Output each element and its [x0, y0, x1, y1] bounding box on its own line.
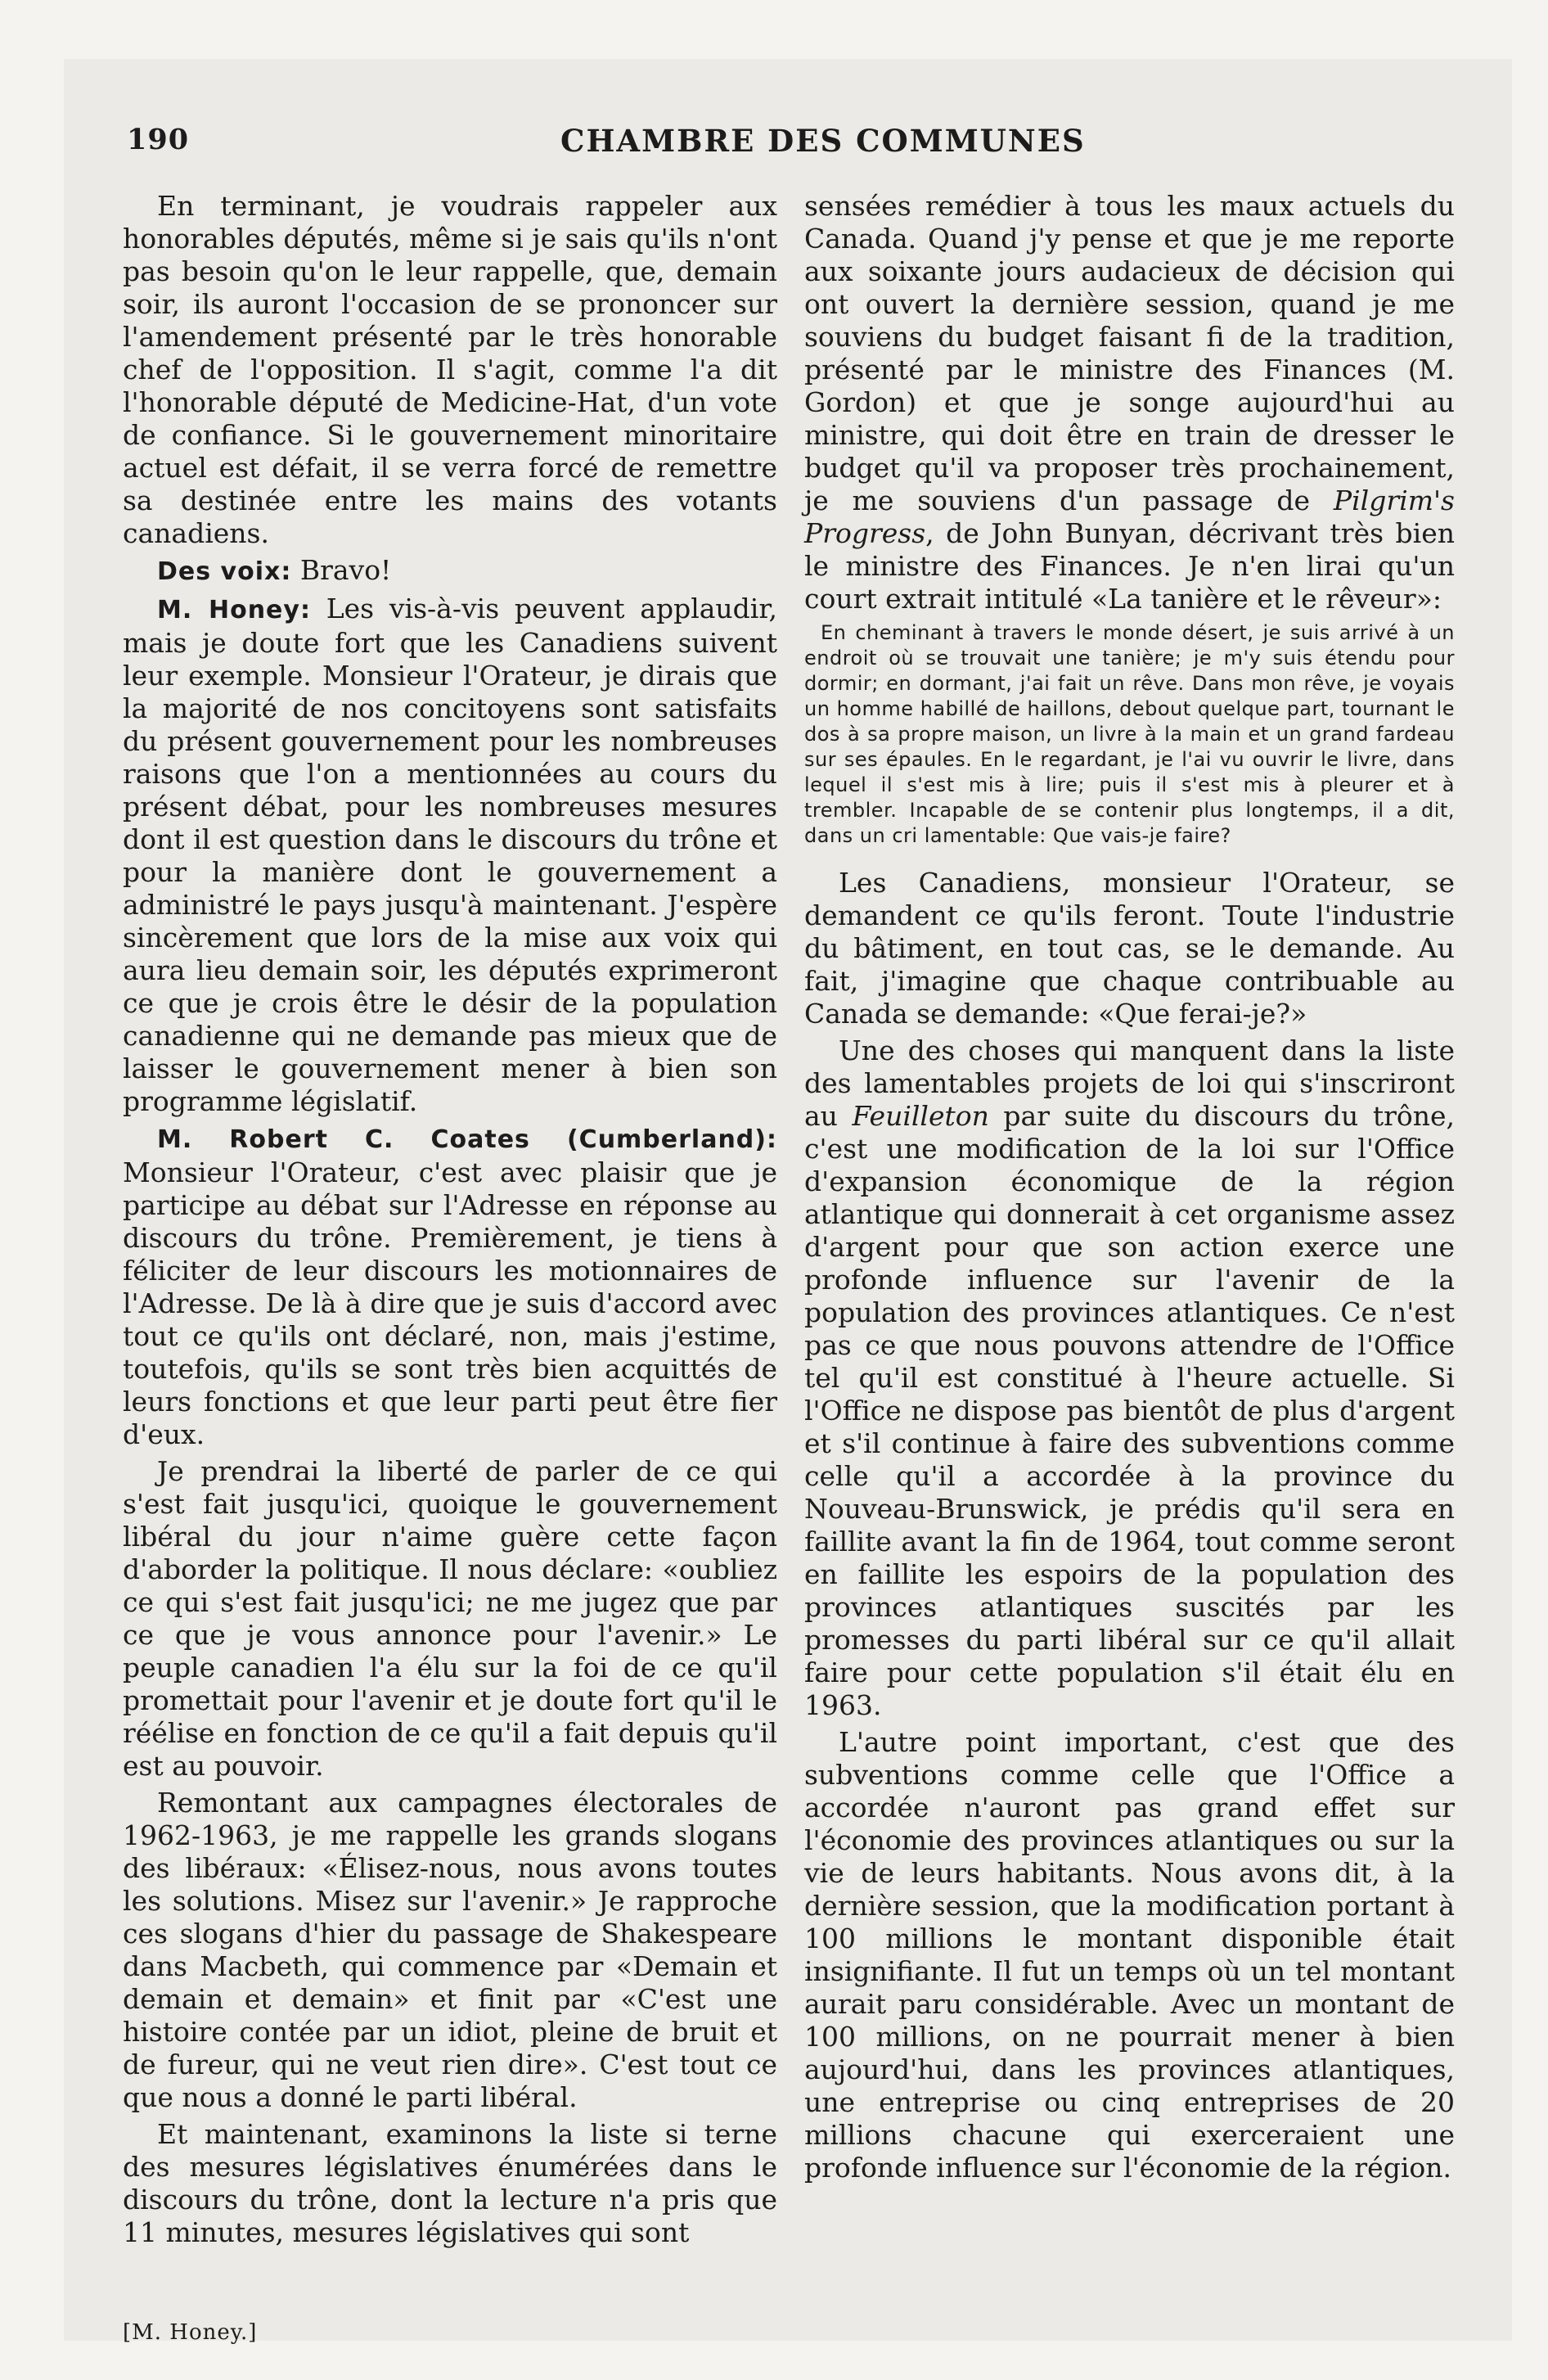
book-title: Pilgrim's Progress — [804, 485, 1455, 549]
speech — [123, 1122, 777, 1451]
paragraph-text: sensées remédier à tous les maux actuels du Canada. Quand j'y pense et que je me reporte aux soixante jours audacieux de décision qui ont ouvert la dernière session, quand je me souviens du budget faisant fi de la tradition, présenté par le ministre des Finances (M. Gordon) et que je songe aujourd'hui au ministre, qui doit être en train de dresser le budget qu'il va proposer très prochainement, je me souviens d'un passage de — [804, 190, 1455, 516]
footer-speaker-ref: [M. Honey.] — [123, 2320, 258, 2345]
paragraph: L'autre point important, c'est que des subventions comme celle que l'Office a accordée n'auront pas grand effet sur l'économie des provinces atlantiques ou sur la vie de leurs habitants. Nous avons dit, à la dernière session, que la modification portant à 100 millions le montant disponible était insignifiante. Il fut un temps où un tel montant aurait paru considérable. Avec un montant de 100 millions, on ne pourrait mener à bien aujourd'hui, dans les provinces atlantiques, une entreprise ou cinq entreprises de 20 millions chacune qui exerceraient une profonde influence sur l'économie de la région. — [804, 1726, 1455, 2184]
paragraph-text: par suite du discours du trône, c'est une modification de la loi sur l'Office d'expansion économique de la région atlantique qui donnerait à cet organisme assez d'argent pour que son action exerce une profonde influence sur l'avenir de la population des provinces atlantiques. Ce n'est pas ce que nous pouvons attendre de l'Office tel qu'il est constitué à l'heure actuelle. Si l'Office ne dispose pas bientôt de plus d'argent et s'il continue à faire des subventions comme celle qu'il a accordée à la province du Nouveau-Brunswick, je prédis qu'il sera en faillite avant la fin de 1964, tout comme seront en faillite les espoirs de la population des provinces atlantiques suscités par les promesses du parti libéral sur ce qu'il allait faire pour cette population s'il était élu en 1963. — [804, 1100, 1455, 1721]
paragraph — [804, 1034, 1455, 1722]
speech-text: Bravo! — [291, 554, 392, 586]
left-column — [123, 190, 777, 2253]
paragraph-continued — [804, 190, 1455, 615]
speech-text: Les vis-à-vis peuvent applaudir, mais je doute fort que les Canadiens suivent leur exemple. Monsieur l'Orateur, je dirais que la majorité de nos concitoyens sont satisfaits du présent gouvernement pour les nombreuses raisons que l'on a mentionnées au cours du présent débat, pour les nombreuses mesures dont il est question dans le discours du trône et pour la manière dont le gouvernement a administré le pays jusqu'à maintenant. J'espère sincèrement que lors de la mise aux voix qui aura lieu demain soir, les députés exprimeront ce que je crois être le désir de la population canadienne qui ne demande pas mieux que de laisser le gouvernement mener à bien son programme législatif. — [123, 593, 778, 1117]
right-column — [804, 190, 1455, 2188]
paragraph: En terminant, je voudrais rappeler aux honorables députés, même si je sais qu'ils n'ont pas besoin qu'on le leur rappelle, que, demain soir, ils auront l'occasion de se prononcer sur l'amendement présenté par le très honorable chef de l'opposition. Il s'agit, comme l'a dit l'honorable député de Medicine-Hat, d'un vote de confiance. Si le gouvernement minoritaire actuel est défait, il se verra forcé de remettre sa destinée entre les mains des votants canadiens. — [123, 190, 777, 549]
page-number: 190 — [127, 123, 190, 156]
speaker-name: Des voix: — [157, 557, 292, 586]
speech-text: Monsieur l'Orateur, c'est avec plaisir que je participe au débat sur l'Adresse en réponse au discours du trône. Premièrement, je tiens à féliciter de leur discours les motionnaires de l'Adresse. De là à dire que je suis d'accord avec tout ce qu'ils ont déclaré, non, mais j'estime, toutefois, qu'ils se sont très bien acquittés de leurs fonctions et que leur parti peut être fier d'eux. — [123, 1156, 777, 1450]
speech — [123, 554, 777, 588]
speech — [123, 593, 777, 1118]
page-header — [127, 123, 1436, 164]
paragraph: Remontant aux campagnes électorales de 1962-1963, je me rappelle les grands slogans des libéraux: «Élisez-nous, nous avons toutes les solutions. Misez sur l'avenir.» Je rapproche ces slogans d'hier du passage de Shakespeare dans Macbeth, qui commence par «Demain et demain et demain» et finit par «C'est une histoire contée par un idiot, pleine de bruit et de fureur, qui ne veut rien dire». C'est tout ce que nous a donné le parti libéral. — [123, 1787, 777, 2113]
running-title: CHAMBRE DES COMMUNES — [560, 123, 1086, 159]
paragraph: Et maintenant, examinons la liste si terne des mesures législatives énumérées dans le discours du trône, dont la lecture n'a pris que 11 minutes, mesures législatives qui sont — [123, 2118, 777, 2248]
quote-text: En cheminant à travers le monde désert, je suis arrivé à un endroit où se trouvait une tanière; je m'y suis étendu pour dormir; en dormant, j'ai fait un rêve. Dans mon rêve, je voyais un homme habillé de haillons, debout quelque part, tournant le dos à sa propre maison, un livre à la main et un grand fardeau sur ses épaules. En le regardant, je l'ai vu ouvrir le livre, dans lequel il s'est mis à lire; puis il s'est mis à pleurer et à trembler. Incapable de se contenir plus longtemps, il a dit, dans un cri lamentable: Que vais-je faire? — [804, 621, 1455, 847]
paragraph-text: , de John Bunyan, décrivant très bien le ministre des Finances. Je n'en lirai qu'un court extrait intitulé «La tanière et le rêveur»: — [804, 517, 1455, 615]
paragraph: Les Canadiens, monsieur l'Orateur, se demandent ce qu'ils feront. Toute l'industrie du bâtiment, en tout cas, se le demande. Au fait, j'imagine que chaque contribuable au Canada se demande: «Que ferai-je?» — [804, 867, 1455, 1030]
paragraph: Je prendrai la liberté de parler de ce qui s'est fait jusqu'ici, quoique le gouvernement libéral du jour n'aime guère cette façon d'aborder la politique. Il nous déclare: «oubliez ce qui s'est fait jusqu'ici; ne me jugez que par ce que je vous annonce pour l'avenir.» Le peuple canadien l'a élu sur la foi de ce qu'il promettait pour l'avenir et je doute fort qu'il le réélise en fonction de ce qu'il a fait depuis qu'il est au pouvoir. — [123, 1455, 777, 1782]
publication-title: Feuilleton — [852, 1100, 989, 1132]
speaker-name: M. Robert C. Coates (Cumberland): — [157, 1125, 777, 1154]
block-quote — [804, 620, 1455, 849]
paragraph-text: Une des choses qui manquent dans la liste des lamentables projets de loi qui s'inscriront au — [804, 1034, 1455, 1132]
speaker-name: M. Honey: — [157, 596, 311, 624]
